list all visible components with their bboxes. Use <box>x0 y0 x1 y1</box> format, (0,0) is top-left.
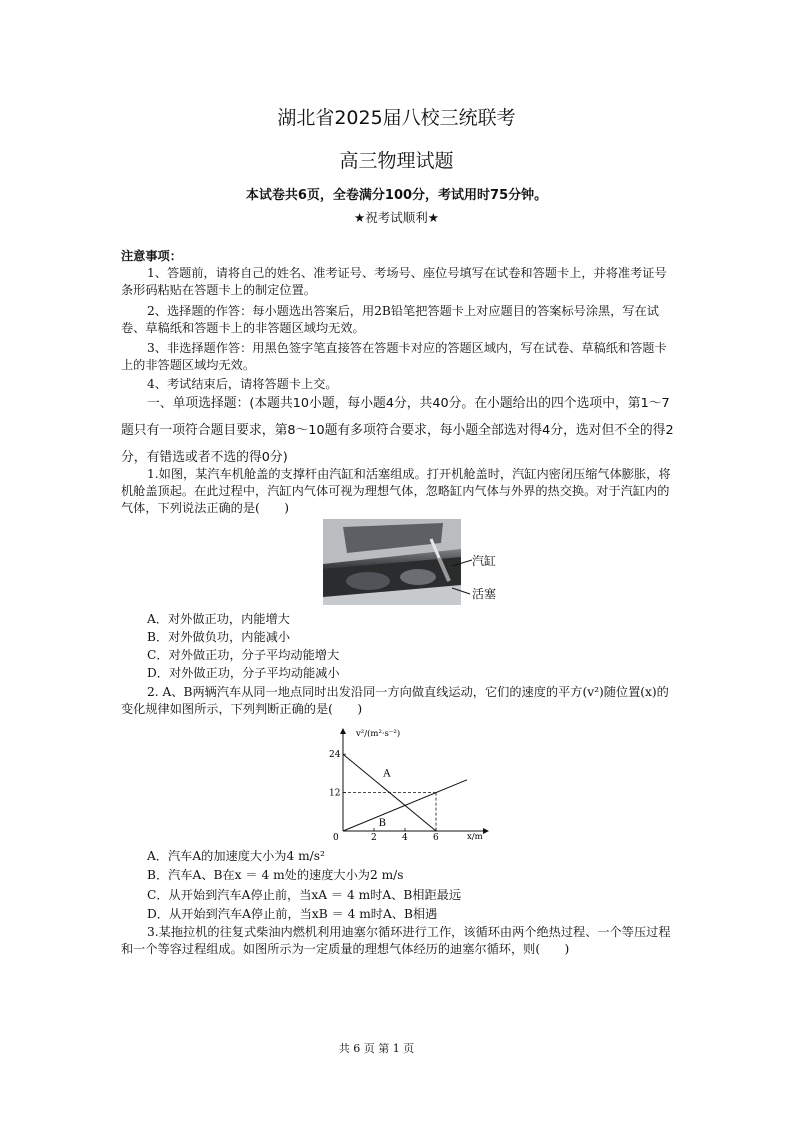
q2-option-b: B．汽车A、B在x ＝ 4 m处的速度大小为2 m/s <box>147 868 404 882</box>
q2-option-a: A．汽车A的加速度大小为4 m/s² <box>147 849 325 863</box>
velocity-squared-chart <box>325 726 495 844</box>
x-tick-label: 0 <box>333 833 339 843</box>
q1-option-b: B．对外做负功，内能减小 <box>147 630 291 644</box>
car-hood-photo <box>323 519 461 605</box>
page-footer: 共 6 页 第 1 页 <box>338 1042 415 1055</box>
x-axis-label: x/m <box>467 832 483 842</box>
q1-option-d: D．对外做正功，分子平均动能减小 <box>147 666 340 680</box>
y-tick-label: 12 <box>329 788 341 799</box>
note-item: 1、答题前，请将自己的姓名、准考证号、考场号、座位号填写在试卷和答题卡上，并将准考证号条形码粘贴在答题卡上的制定位置。 <box>121 266 667 297</box>
y-axis-label: v²/(m²·s⁻²) <box>356 729 401 739</box>
exam-info: 本试卷共6页，全卷满分100分，考试用时75分钟。 <box>245 188 548 203</box>
series-label-B: B <box>378 818 387 830</box>
x-tick-label: 2 <box>371 833 377 843</box>
question-3-stem: 3.某拖拉机的往复式柴油内燃机利用迪塞尔循环进行工作，该循环由两个绝热过程、一个等压过程和一个等容过程组成。如图所示为一定质量的理想气体经历的迪塞尔循环，则( ) <box>121 925 671 956</box>
question-1-stem: 1.如图，某汽车机舱盖的支撑杆由汽缸和活塞组成。打开机舱盖时，汽缸内密闭压缩气体膨胀，将机舱盖顶起。在此过程中，汽缸内气体可视为理想气体，忽略缸内气体与外界的热交换。对于汽缸内的气体，下列说法正确的是( ) <box>121 467 671 515</box>
q1-option-c: C．对外做正功，分子平均动能增大 <box>147 648 340 662</box>
exam-title: 湖北省2025届八校三统联考 <box>277 107 516 129</box>
exam-wish: ★祝考试顺利★ <box>354 210 439 225</box>
note-item: 3、非选择题作答：用黑色签字笔直接答在答题卡对应的答题区域内，写在试卷、草稿纸和答题卡上的非答题区域均无效。 <box>121 341 667 372</box>
y-tick-label: 24 <box>329 750 341 761</box>
y-axis-arrow <box>340 728 346 734</box>
q2-option-c: C．从开始到汽车A停止前，当xA ＝ 4 m时A、B相距最远 <box>147 888 462 902</box>
exam-subject: 高三物理试题 <box>339 150 454 172</box>
notes-heading: 注意事项： <box>121 249 182 263</box>
x-axis-arrow <box>483 828 489 834</box>
note-item: 2、选择题的作答：每小题选出答案后，用2B铅笔把答题卡上对应题目的答案标号涂黑，写在试卷、草稿纸和答题卡上的非答题区域均无效。 <box>121 304 659 335</box>
label-cylinder: 汽缸 <box>472 554 497 568</box>
q1-option-a: A．对外做正功，内能增大 <box>147 612 290 626</box>
question-2-stem: 2. A、B两辆汽车从同一地点同时出发沿同一方向做直线运动，它们的速度的平方(v²)随位置(x)的变化规律如图所示，下列判断正确的是( ) <box>121 685 669 716</box>
q2-option-d: D．从开始到汽车A停止前，当xB ＝ 4 m时A、B相遇 <box>147 907 438 921</box>
x-tick-label: 4 <box>402 833 408 843</box>
x-tick-label: 6 <box>433 833 439 843</box>
car-hood-illustration <box>323 519 461 605</box>
series-label-A: A <box>383 768 391 780</box>
label-piston: 活塞 <box>472 587 497 601</box>
section-heading: 一、单项选择题：(本题共10小题，每小题4分，共40分。在小题给出的四个选项中，第1～7题只有一项符合题目要求，第8～10题有多项符合要求，每小题全部选对得4分，选对但不全的得2分，有错选或者不选的得0分) <box>121 396 674 465</box>
series-line-B <box>343 780 467 831</box>
note-item: 4、考试结束后，请将答题卡上交。 <box>147 377 338 391</box>
